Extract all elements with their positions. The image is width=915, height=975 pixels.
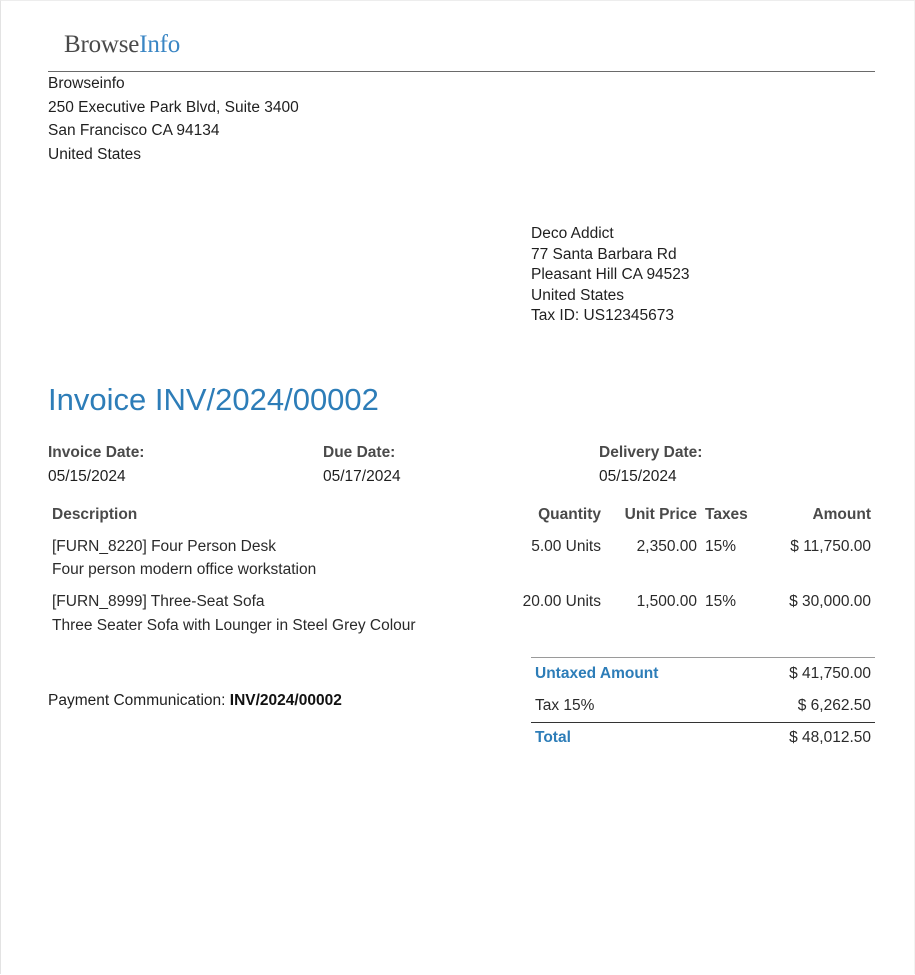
line-taxes: 15%: [705, 538, 737, 555]
line-quantity: 5.00 Units: [531, 538, 601, 555]
line-unit-price: 2,350.00: [636, 538, 697, 555]
totals-top-divider: [531, 657, 875, 658]
company-address: [48, 72, 299, 167]
total-label: Total: [535, 729, 571, 746]
due-date-block: [323, 441, 401, 489]
due-date-label: Due Date:: [323, 444, 396, 461]
tax-value: $ 6,262.50: [797, 697, 871, 714]
payment-communication: [48, 691, 342, 711]
company-logo: [64, 30, 180, 60]
customer-city: Pleasant Hill CA 94523: [531, 266, 690, 284]
delivery-date-label: Delivery Date:: [599, 444, 703, 461]
invoice-date-value: 05/15/2024: [48, 468, 126, 485]
tax-label: Tax 15%: [535, 697, 595, 714]
company-country: United States: [48, 146, 142, 164]
untaxed-amount-label: Untaxed Amount: [535, 665, 659, 682]
customer-name: Deco Addict: [531, 225, 614, 242]
line-quantity: 20.00 Units: [522, 593, 601, 610]
column-header-amount: Amount: [812, 506, 871, 523]
line-product: [FURN_8999] Three-Seat Sofa: [52, 593, 265, 610]
line-description: Four person modern office workstation: [52, 561, 317, 578]
due-date-value: 05/17/2024: [323, 468, 401, 485]
payment-reference: INV/2024/00002: [229, 692, 342, 709]
untaxed-amount-value: $ 41,750.00: [789, 665, 871, 682]
line-unit-price: 1,500.00: [636, 593, 697, 610]
company-name: Browseinfo: [48, 75, 125, 92]
column-header-quantity: Quantity: [538, 506, 601, 523]
column-header-taxes: Taxes: [705, 506, 748, 523]
customer-tax-id: Tax ID: US12345673: [531, 307, 675, 325]
column-header-description: Description: [52, 506, 138, 523]
line-amount: $ 30,000.00: [789, 593, 871, 610]
logo-text-browse: Browse: [64, 31, 140, 58]
company-city: San Francisco CA 94134: [48, 122, 220, 140]
customer-country: United States: [531, 286, 625, 304]
line-taxes: 15%: [705, 593, 737, 610]
invoice-date-block: [48, 441, 144, 489]
total-value: $ 48,012.50: [789, 729, 871, 746]
column-header-unit-price: Unit Price: [624, 506, 697, 523]
delivery-date-value: 05/15/2024: [599, 468, 677, 485]
invoice-date-label: Invoice Date:: [48, 444, 145, 461]
delivery-date-block: [599, 441, 702, 489]
company-street: 250 Executive Park Blvd, Suite 3400: [48, 98, 299, 116]
invoice-title: Invoice INV/2024/00002: [48, 382, 379, 417]
customer-street: 77 Santa Barbara Rd: [531, 245, 677, 263]
line-description: Three Seater Sofa with Lounger in Steel Grey Colour: [52, 617, 416, 634]
totals-divider: [531, 722, 875, 723]
line-product: [FURN_8220] Four Person Desk: [52, 538, 276, 555]
customer-address: [531, 224, 690, 327]
logo-text-info: Info: [139, 31, 181, 58]
payment-communication-label: Payment Communication:: [48, 692, 230, 709]
line-amount: $ 11,750.00: [790, 538, 871, 555]
